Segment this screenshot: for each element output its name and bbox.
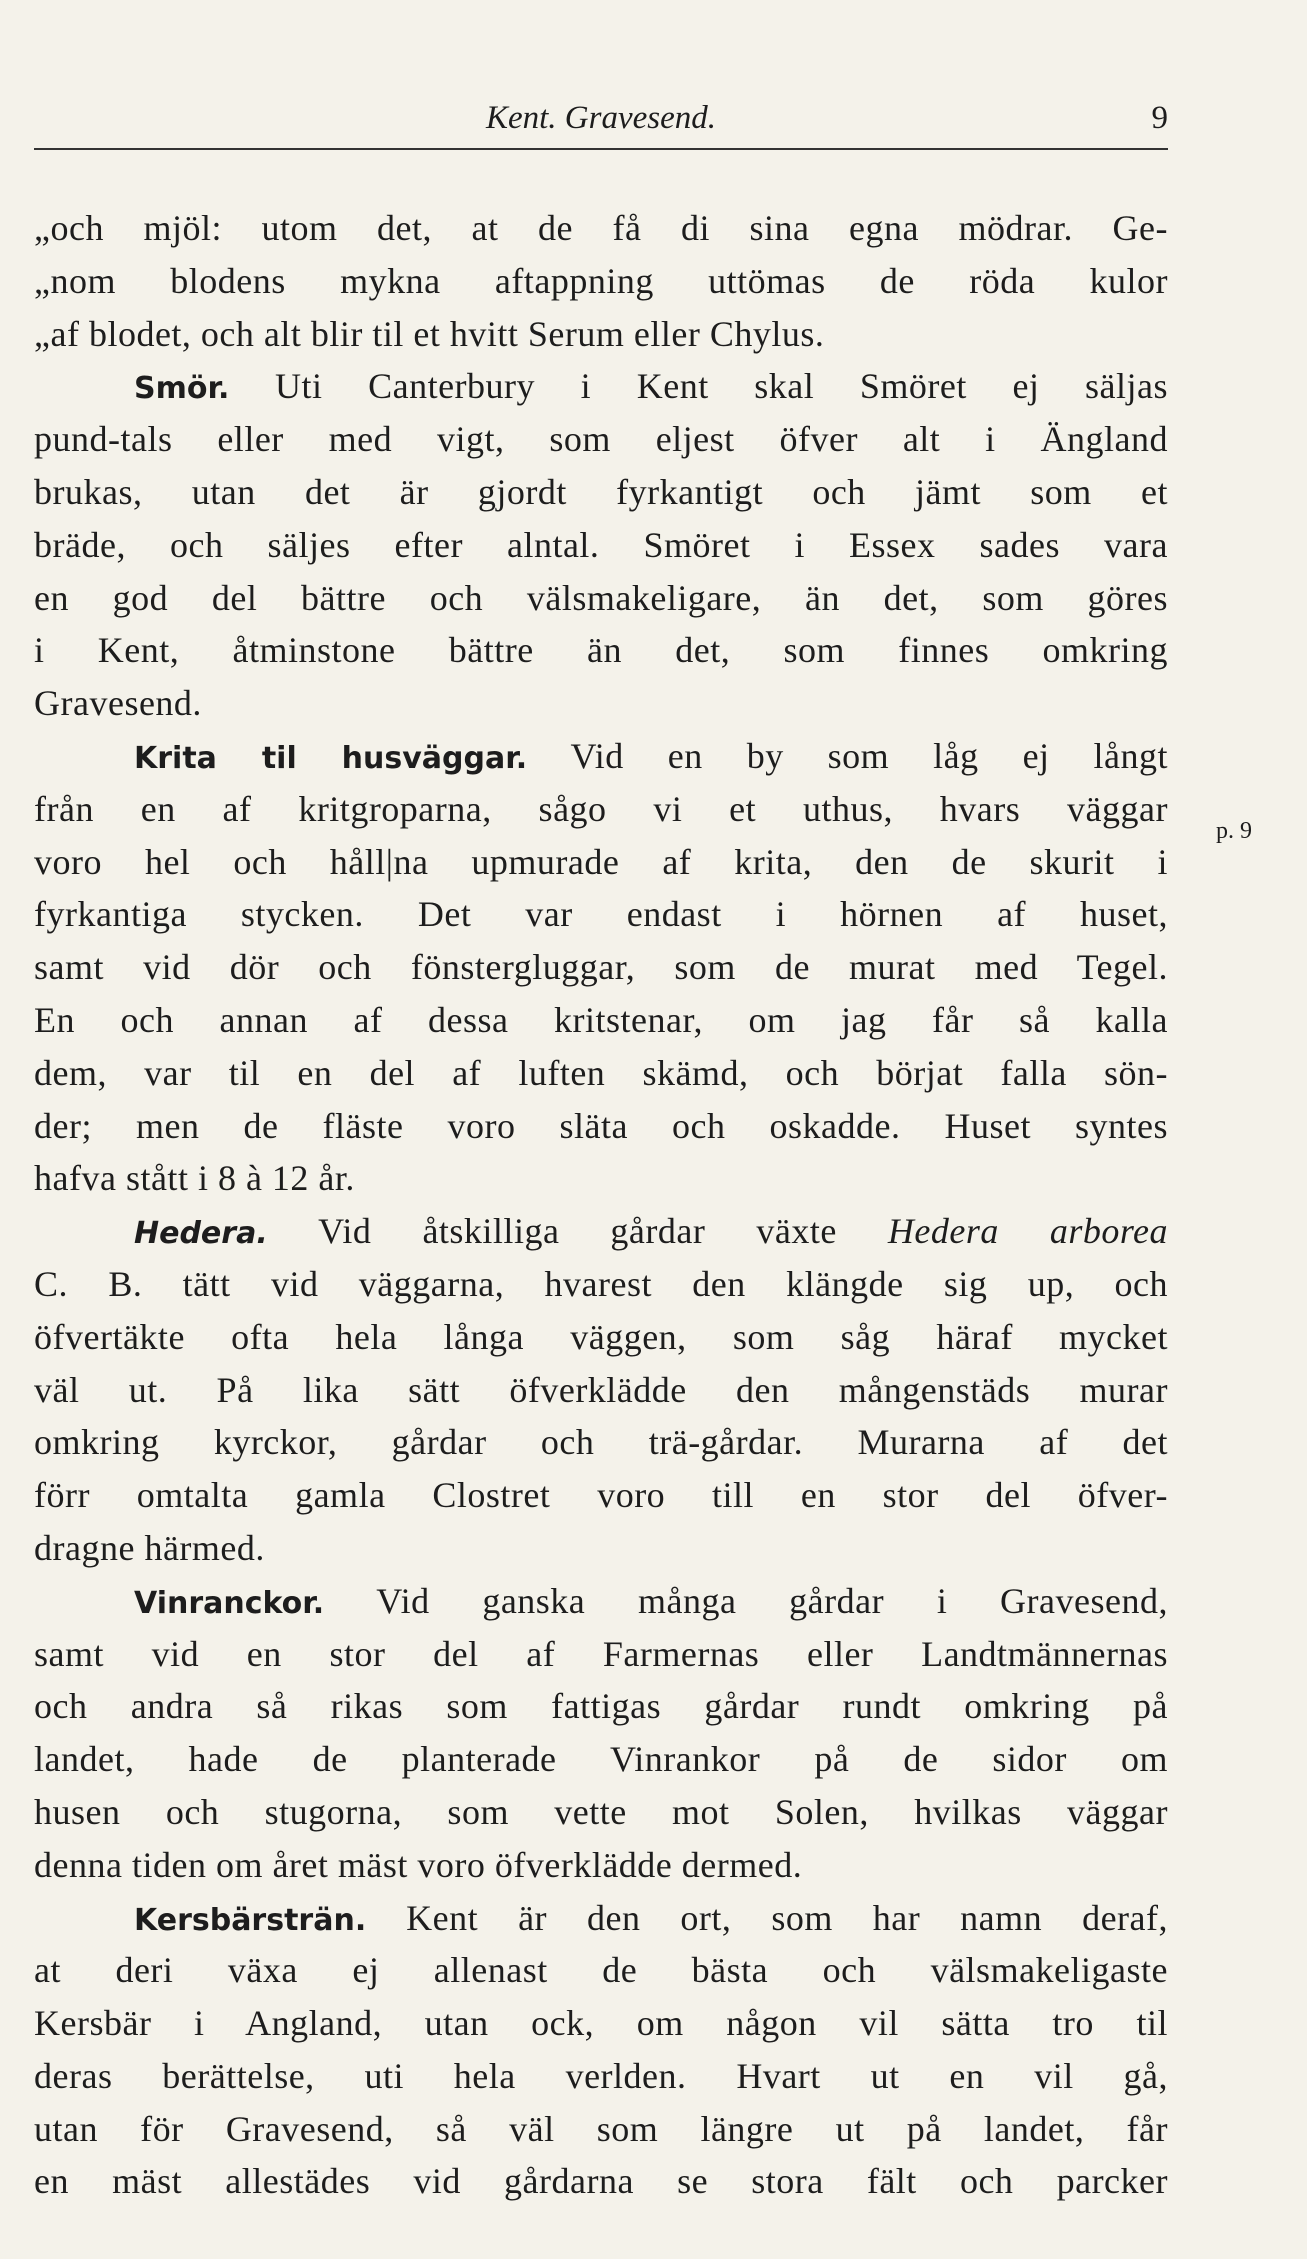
text-line: utan för Gravesend, så väl som längre ut på landet, får (34, 2108, 1168, 2149)
text-line: „af blodet, och alt blir til et hvitt Serum eller Chylus. (34, 313, 825, 354)
species-name: Hedera arborea (887, 1211, 1168, 1252)
text-line: från en af kritgroparna, sågo vi et uthus, hvars väggar (34, 788, 1168, 829)
text-run: Vid en by som låg ej långt (570, 735, 1169, 776)
paragraph-continuation (34, 202, 1168, 360)
text-line (34, 1205, 1168, 1258)
text-line: samt vid dör och fönstergluggar, som de murat med Tegel. (34, 947, 1168, 988)
paragraph-krita (34, 730, 1168, 1205)
text-line: en god del bättre och välsmakeligare, än det, som göres (34, 577, 1168, 618)
running-title: Kent. Gravesend. (485, 100, 717, 136)
text-line (34, 730, 1168, 783)
text-line: at deri växa ej allenast de bästa och välsmakeligaste (34, 1950, 1168, 1991)
text-line: pund-tals eller med vigt, som eljest öfver alt i Ängland (34, 419, 1168, 460)
section-heading-vinranckor: Vinranckor. (134, 1585, 325, 1621)
paragraph-vinranckor (34, 1575, 1168, 1892)
text-run: Uti Canterbury i Kent skal Smöret ej säljas (274, 366, 1168, 407)
text-line: husen och stugorna, som vette mot Solen, hvilkas väggar (34, 1791, 1168, 1832)
section-heading-kersbarstran: Kersbärsträn. (134, 1902, 367, 1938)
text-line (34, 1575, 1168, 1628)
header-rule (34, 148, 1168, 150)
text-line: hafva stått i 8 à 12 år. (34, 1158, 355, 1199)
margin-page-reference: p. 9 (1216, 818, 1252, 844)
text-line: C. B. tätt vid väggarna, hvarest den klängde sig up, och (34, 1263, 1168, 1304)
text-line: omkring kyrckor, gårdar och trä-gårdar. Murarna af det (34, 1422, 1168, 1463)
text-line: der; men de fläste voro släta och oskadde. Huset syntes (34, 1105, 1168, 1146)
section-heading-hedera: Hedera. (134, 1216, 268, 1252)
text-line: fyrkantiga stycken. Det var endast i hörnen af huset, (34, 894, 1168, 935)
text-line: förr omtalta gamla Clostret voro till en stor del öfver- (34, 1475, 1168, 1516)
text-line: öfvertäkte ofta hela långa väggen, som såg häraf mycket (34, 1316, 1168, 1357)
text-line: en mäst allestädes vid gårdarna se stora fält och parcker (34, 2161, 1168, 2202)
page-number: 9 (1151, 100, 1168, 136)
text-line: dragne härmed. (34, 1527, 265, 1568)
text-line (34, 1892, 1168, 1945)
text-line: samt vid en stor del af Farmernas eller Landtmännernas (34, 1633, 1168, 1674)
text-line: deras berättelse, uti hela verlden. Hvart ut en vil gå, (34, 2055, 1168, 2096)
text-line: voro hel och håll|na upmurade af krita, den de skurit i (34, 841, 1168, 882)
paragraph-hedera (34, 1205, 1168, 1575)
text-line: dem, var til en del af luften skämd, och börjat falla sön- (34, 1052, 1168, 1093)
text-run: Vid ganska många gårdar i Gravesend, (376, 1580, 1168, 1621)
text-line: och andra så rikas som fattigas gårdar rundt omkring på (34, 1686, 1168, 1727)
section-heading-krita: Krita til husväggar. (134, 740, 528, 776)
text-line: Gravesend. (34, 683, 202, 724)
text-run: Kent är den ort, som har namn deraf, (406, 1897, 1168, 1938)
running-header (34, 96, 1168, 146)
text-line: landet, hade de planterade Vinrankor på de sidor om (34, 1739, 1168, 1780)
paragraph-smor (34, 360, 1168, 730)
paragraph-kersbarstran (34, 1892, 1168, 2209)
body-text (34, 202, 1168, 2208)
text-line: Kersbär i Angland, utan ock, om någon vil sätta tro til (34, 2003, 1168, 2044)
section-heading-smor: Smör. (134, 371, 230, 407)
text-line (34, 360, 1168, 413)
text-line: brukas, utan det är gjordt fyrkantigt och jämt som et (34, 471, 1168, 512)
text-run: Vid åtskilliga gårdar växte (318, 1211, 837, 1252)
text-line: „och mjöl: utom det, at de få di sina egna mödrar. Ge- (34, 208, 1168, 248)
text-line: i Kent, åtminstone bättre än det, som finnes omkring (34, 630, 1168, 671)
text-line: denna tiden om året mäst voro öfverklädde dermed. (34, 1844, 803, 1885)
text-line: En och annan af dessa kritstenar, om jag får så kalla (34, 999, 1168, 1040)
text-line: väl ut. På lika sätt öfverklädde den mångenstäds murar (34, 1369, 1168, 1410)
text-line: „nom blodens mykna aftappning uttömas de röda kulor (34, 260, 1168, 301)
text-line: bräde, och säljes efter alntal. Smöret i Essex sades vara (34, 524, 1168, 565)
